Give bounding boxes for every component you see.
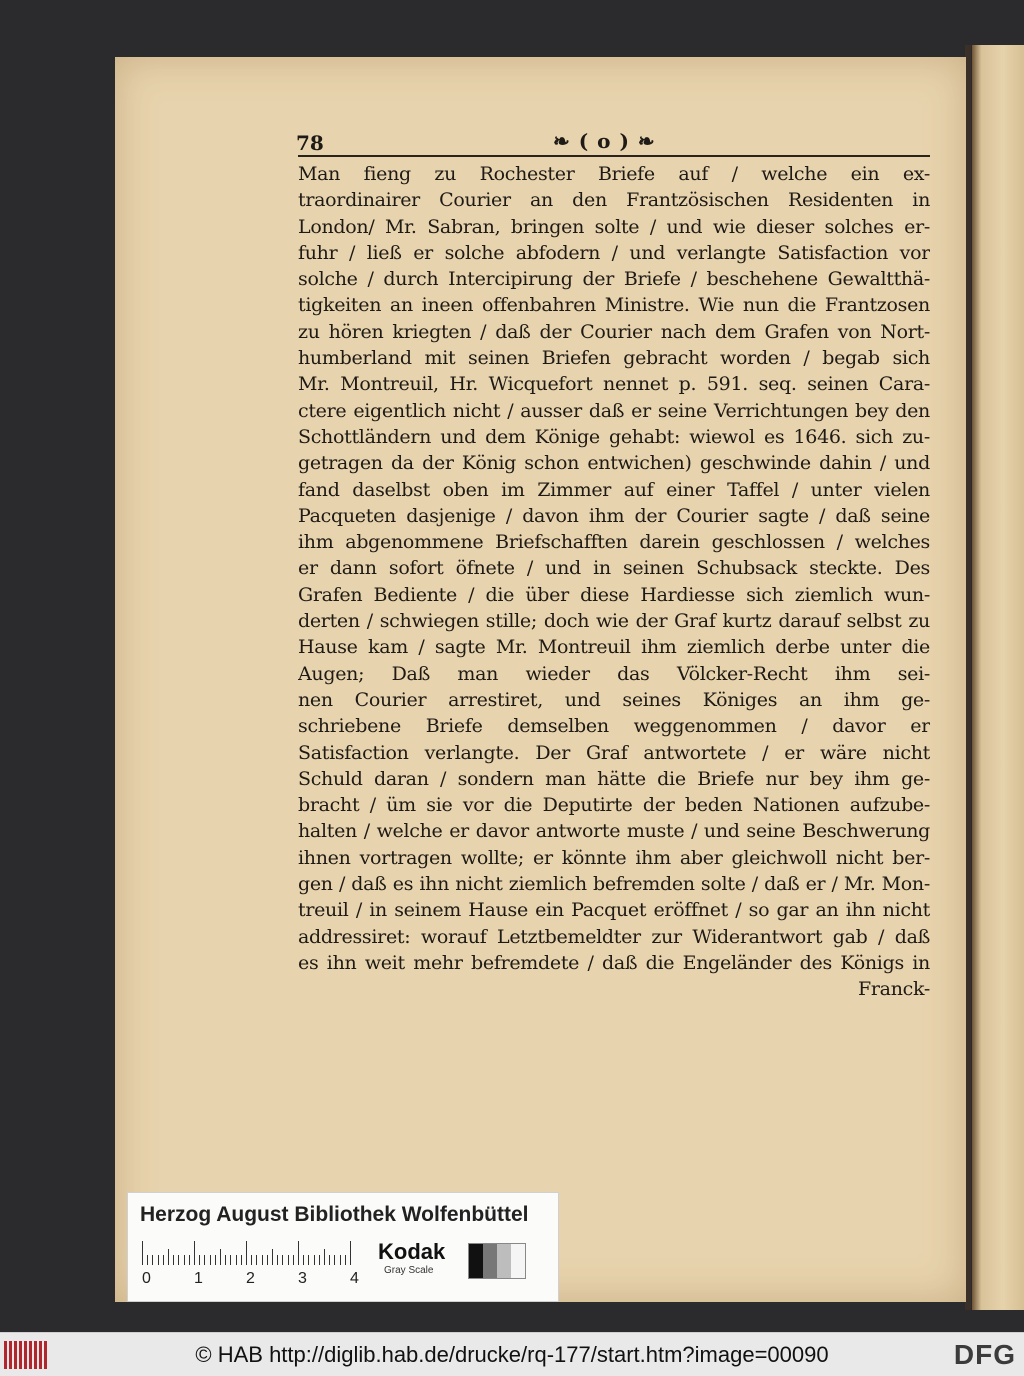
text-line: Augen; Daß man wieder das Völcker-Recht ihm sei- [298,662,930,685]
gray-patch-white [511,1244,525,1278]
ruler-tick [345,1255,346,1265]
ruler-tick [251,1255,252,1265]
color-reference-card [127,1192,559,1302]
ruler-tick [152,1255,153,1265]
text-line: er dann sofort öfnete / und in seinen Schubsack steckte. Des [298,557,930,580]
gray-patch-light [497,1244,511,1278]
text-line: ihnen vortragen wollte; er könnte ihm aber gleichwoll nicht ber- [298,846,930,869]
text-line: bracht / üm sie vor die Deputirte der beden Nationen aufzube- [298,794,930,817]
ruler-tick [194,1241,195,1265]
ruler-tick [256,1255,257,1265]
ruler-tick [340,1255,341,1265]
text-line: Pacqueten dasjenige / davon ihm der Courier sagte / daß seine [298,504,930,527]
text-line: nen Courier arrestiret, und seines Königes an ihm ge- [298,688,930,711]
text-line: addressiret: worauf Letztbemeldter zur Widerantwort gab / daß [298,925,930,948]
text-line: Mr. Montreuil, Hr. Wicquefort nennet p. 591. seq. seinen Cara- [298,373,930,396]
text-line: London/ Mr. Sabran, bringen solte / und wie dieser solches er- [298,215,930,238]
ruler-tick [147,1255,148,1265]
ruler-tick [272,1249,273,1265]
text-line: gen / daß es ihn nicht ziemlich befremden solte / daß er / Mr. Mon- [298,873,930,896]
adjacent-page-edge [972,45,1024,1310]
text-line: ihm abgenommene Briefschafften darein geschlossen / welches [298,531,930,554]
ruler-tick [246,1241,247,1265]
ruler-tick [184,1255,185,1265]
ruler-tick [329,1255,330,1265]
kodak-logo: Kodak [378,1239,446,1264]
ruler-tick [308,1255,309,1265]
ruler-tick [178,1255,179,1265]
ruler-tick [314,1255,315,1265]
ruler-tick [215,1255,216,1265]
ruler-tick [293,1255,294,1265]
ruler-tick [142,1241,143,1265]
text-line: Schottländern und dem Könige gehabt: wiewol es 1646. sich zu- [298,425,930,448]
ruler-tick [210,1255,211,1265]
text-line: traordinairer Courier an den Frantzösischen Residenten in [298,189,930,212]
ruler-tick [163,1255,164,1265]
footer-copyright-link[interactable]: © HAB http://diglib.hab.de/drucke/rq-177/start.htm?image=00090 [195,1342,829,1367]
scale-number: 3 [298,1270,307,1287]
ruler-tick [241,1255,242,1265]
page-header [298,131,930,157]
ruler-tick [168,1249,169,1265]
scale-number: 4 [350,1270,359,1287]
page-body [298,161,930,1003]
ruler-tick [204,1255,205,1265]
ruler-tick [199,1255,200,1265]
scale-number: 0 [142,1270,151,1287]
ruler-tick [303,1255,304,1265]
library-name: Herzog August Bibliothek Wolfenbüttel [140,1203,529,1226]
scale-numbers [138,1270,378,1290]
text-line: es ihn weit mehr befremdete / daß die Engeländer des Königs in [298,951,930,974]
text-line: getragen da der König schon entwichen) geschwinde dahin / und [298,452,930,475]
text-line: Franck- [858,978,930,1001]
scale-ruler [142,1241,364,1265]
text-line: treuil / in seinem Hause ein Pacquet eröffnet / so gar an ihn nicht [298,899,930,922]
ruler-tick [298,1241,299,1265]
text-line: solche / durch Intercipirung der Briefe / beschehene Gewaltthä- [298,268,930,291]
ruler-tick [267,1255,268,1265]
ruler-tick [277,1255,278,1265]
ruler-tick [220,1249,221,1265]
scale-number: 2 [246,1270,255,1287]
text-line: Hause kam / sagte Mr. Montreuil ihm ziemlich derbe unter die [298,636,930,659]
text-line: humberland mit seinen Briefen gebracht worden / begab sich [298,347,930,370]
text-line: fuhr / ließ er solche abfodern / und verlangte Satisfaction vor [298,241,930,264]
ruler-tick [288,1255,289,1265]
text-line: schriebene Briefe demselben weggenommen / davor er [298,715,930,738]
text-line: Schuld daran / sondern man hätte die Briefe nur bey ihm ge- [298,767,930,790]
gray-scale-patches [468,1243,526,1279]
text-line: zu hören kriegten / daß der Courier nach dem Grafen von Nort- [298,320,930,343]
text-line: halten / welche er davor antworte muste / und seine Beschwerung [298,820,930,843]
ruler-tick [282,1255,283,1265]
footer-bar [0,1332,1024,1376]
text-line: Man fieng zu Rochester Briefe auf / welche ein ex- [298,163,930,185]
text-line: ctere eigentlich nicht / ausser daß er seine Verrichtungen bey den [298,399,930,422]
dfg-logo: DFG [953,1339,1016,1370]
gray-patch-black [469,1244,483,1278]
text-line: derten / schwiegen stille; doch wie der Graf kurtz darauf selbst zu [298,610,930,633]
ruler-tick [324,1249,325,1265]
ruler-tick [334,1255,335,1265]
ruler-tick [236,1255,237,1265]
text-line: Grafen Bediente / die über diese Hardiesse sich ziemlich wun- [298,583,930,606]
gray-patch-mid [483,1244,497,1278]
ruler-tick [158,1255,159,1265]
ruler-tick [173,1255,174,1265]
text-line: tigkeiten an ineen offenbahren Ministre. Wie nun die Frantzosen [298,294,930,317]
ruler-tick [189,1255,190,1265]
running-head: ❧ ( o ) ❧ [553,129,656,153]
ruler-tick [262,1255,263,1265]
text-line: fand daselbst oben im Zimmer auf einer Taffel / unter vielen [298,478,930,501]
page-text-block [298,131,930,1003]
ruler-tick [230,1255,231,1265]
ruler-tick [350,1241,351,1265]
header-rule [298,155,930,157]
ruler-tick [319,1255,320,1265]
kodak-subtitle: Gray Scale [384,1265,434,1276]
text-line: Satisfaction verlangte. Der Graf antwortete / er wäre nicht [298,741,930,764]
scale-number: 1 [194,1270,203,1287]
page-number: 78 [296,131,324,155]
ruler-tick [225,1255,226,1265]
